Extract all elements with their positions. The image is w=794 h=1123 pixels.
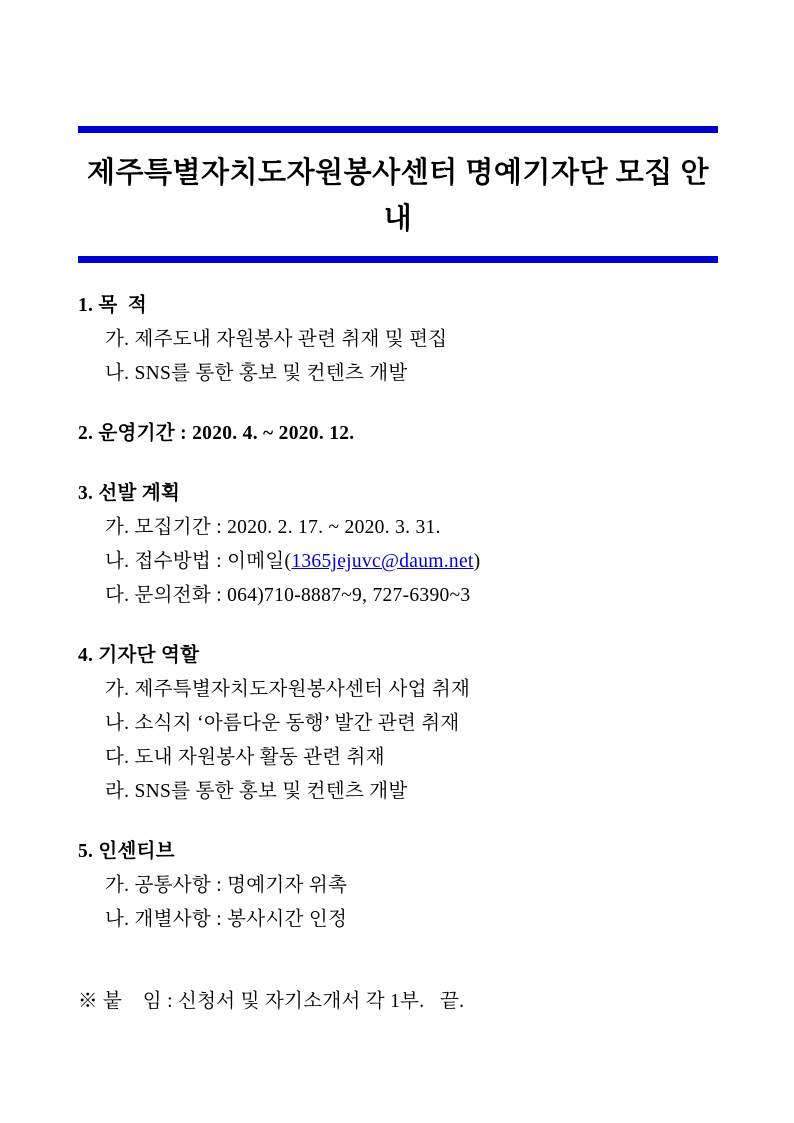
email-link[interactable]: 1365jejuvc@daum.net [291,551,474,572]
attachment-note: ※ 붙 임 : 신청서 및 자기소개서 각 1부. 끝. [78,991,465,1012]
document-title: 제주특별자치도자원봉사센터 명예기자단 모집 안내 [86,157,710,235]
list-item: 나. SNS를 통한 홍보 및 컨텐츠 개발 [105,363,408,384]
section-heading: 5. 인센티브 [78,841,175,862]
list-item: 가. 제주특별자치도자원봉사센터 사업 취재 [105,679,471,700]
section-purpose [78,289,718,391]
list-item: 가. 공통사항 : 명예기자 위촉 [105,875,348,896]
list-item: 나. 개별사항 : 봉사시간 인정 [105,909,348,930]
list-item: 나. 소식지 ‘아름다운 동행’ 발간 관련 취재 [105,713,460,734]
section-reporter-roles [78,639,718,809]
list-item: 가. 모집기간 : 2020. 2. 17. ~ 2020. 3. 31. [105,517,441,538]
list-item: 라. SNS를 통한 홍보 및 컨텐츠 개발 [105,781,408,802]
section-heading: 2. 운영기간 : 2020. 4. ~ 2020. 12. [78,423,355,444]
list-item: 다. 문의전화 : 064)710-8887~9, 727-6390~3 [105,585,471,606]
list-item: 다. 도내 자원봉사 활동 관련 취재 [105,747,385,768]
section-heading: 4. 기자단 역할 [78,645,200,666]
title-rule-top [78,126,718,133]
email-line-suffix: ) [473,551,481,572]
section-incentives [78,835,718,937]
section-period [78,417,718,451]
section-heading: 3. 선발 계획 [78,483,181,504]
title-rule-bottom [78,256,718,263]
email-line-prefix: 나. 접수방법 : 이메일( [105,551,292,572]
list-item: 가. 제주도내 자원봉사 관련 취재 및 편집 [105,329,448,350]
document-body [78,289,718,937]
section-selection-plan [78,477,718,613]
list-item-email [78,545,718,579]
section-heading: 1. 목 적 [78,295,148,316]
